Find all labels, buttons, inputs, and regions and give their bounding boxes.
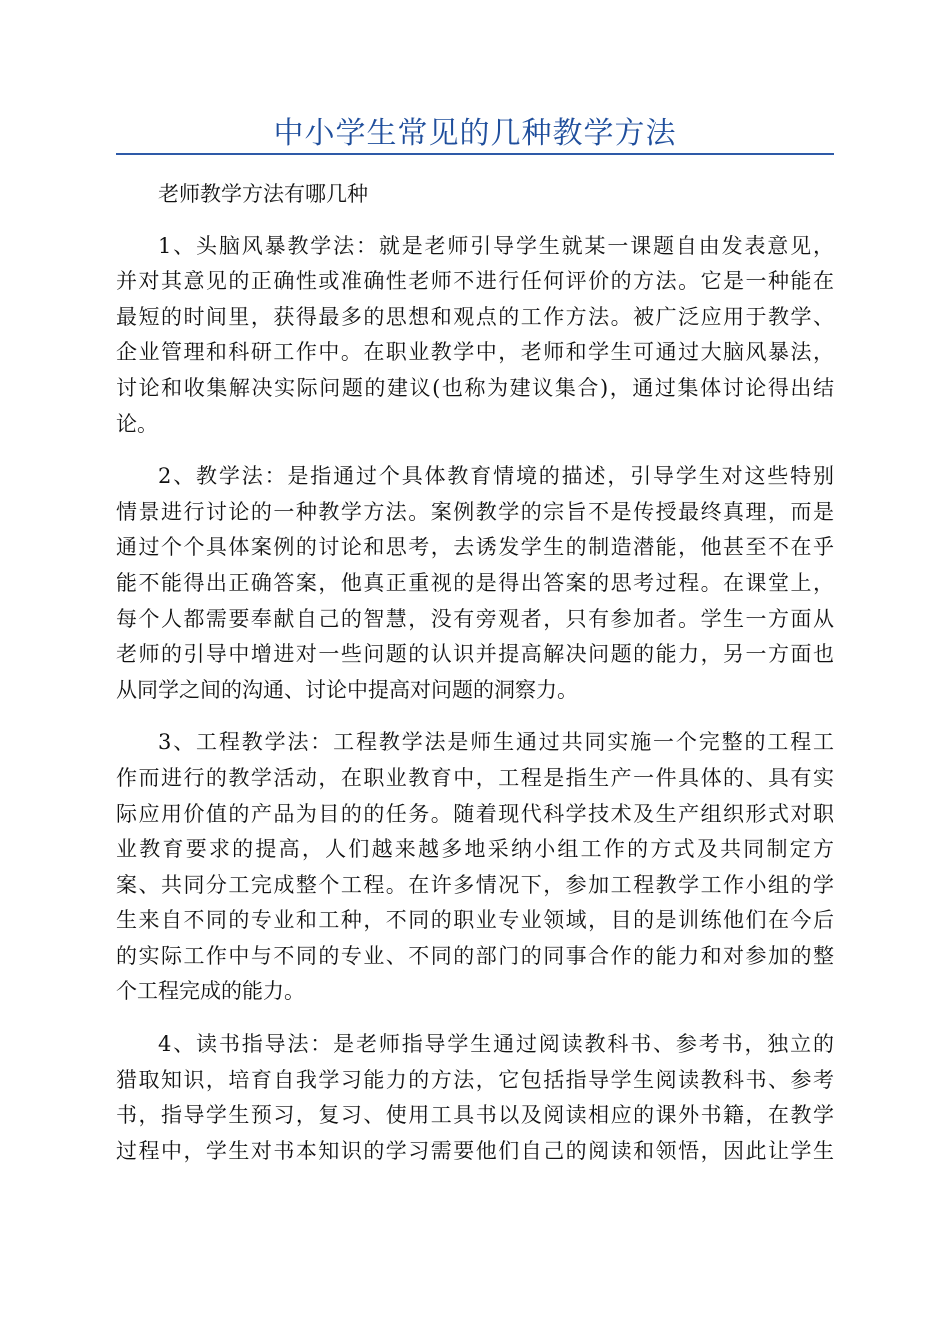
paragraph-line: 案、共同分工完成整个工程。在许多情况下，参加工程教学工作小组的学 [116, 872, 834, 897]
paragraph-line: 论。 [116, 411, 158, 436]
paragraph-line: 业教育要求的提高，人们越来越多地采纳小组工作的方式及共同制定方 [116, 837, 834, 862]
page-title: 中小学生常见的几种教学方法 [273, 116, 677, 151]
paragraph-line: 书，指导学生预习，复习、使用工具书以及阅读相应的课外书籍，在教学 [116, 1103, 834, 1128]
paragraph-project-method [116, 725, 834, 1010]
paragraph-line: 每个人都需要奉献自己的智慧，没有旁观者，只有参加者。学生一方面从 [116, 606, 834, 631]
document-body [116, 177, 834, 1186]
paragraph-line: 2、教学法：是指通过个具体教育情境的描述，引导学生对这些特别 [158, 464, 834, 489]
paragraph-line: 猎取知识，培育自我学习能力的方法，它包括指导学生阅读教科书、参考 [116, 1067, 834, 1092]
paragraph-line: 情景进行讨论的一种教学方法。案例教学的宗旨不是传授最终真理，而是 [116, 499, 834, 524]
paragraph-line: 个工程完成的能力。 [116, 979, 305, 1004]
paragraph-line: 际应用价值的产品为目的的任务。随着现代科学技术及生产组织形式对职 [116, 801, 834, 826]
paragraph-line: 生来自不同的专业和工种，不同的职业专业领域，目的是训练他们在今后 [116, 908, 834, 933]
paragraph-case-method [116, 459, 834, 708]
paragraph-line: 作而进行的教学活动，在职业教育中，工程是指生产一件具体的、具有实 [116, 765, 834, 790]
paragraph-line: 通过个个具体案例的讨论和思考，去诱发学生的制造潜能，他甚至不在乎 [116, 535, 834, 560]
paragraph-line: 能不能得出正确答案，他真正重视的是得出答案的思考过程。在课堂上， [116, 570, 834, 595]
paragraph-line: 最短的时间里，获得最多的思想和观点的工作方法。被广泛应用于教学、 [116, 304, 834, 329]
paragraph-line: 过程中，学生对书本知识的学习需要他们自己的阅读和领悟，因此让学生 [116, 1138, 834, 1163]
paragraph-line: 3、工程教学法：工程教学法是师生通过共同实施一个完整的工程工 [158, 730, 834, 755]
paragraph-line: 企业管理和科研工作中。在职业教学中，老师和学生可通过大脑风暴法， [116, 340, 834, 365]
paragraph-line: 从同学之间的沟通、讨论中提高对问题的洞察力。 [116, 677, 578, 702]
paragraph-line: 4、读书指导法：是老师指导学生通过阅读教科书、参考书，独立的 [158, 1032, 834, 1057]
paragraph-reading-guidance [116, 1027, 834, 1169]
paragraph-line: 老师的引导中增进对一些问题的认识并提高解决问题的能力，另一方面也 [116, 642, 834, 667]
paragraph-line: 1、头脑风暴教学法：就是老师引导学生就某一课题自由发表意见， [158, 233, 834, 258]
paragraph-line: 讨论和收集解决实际问题的建议(也称为建议集合)，通过集体讨论得出结 [116, 375, 834, 400]
title-underline [116, 153, 834, 155]
paragraph-line: 的实际工作中与不同的专业、不同的部门的同事合作的能力和对参加的整 [116, 943, 834, 968]
paragraph-line: 并对其意见的正确性或准确性老师不进行任何评价的方法。它是一种能在 [116, 269, 834, 294]
section-subheading: 老师教学方法有哪几种 [158, 182, 368, 206]
paragraph-brainstorming [116, 229, 834, 443]
